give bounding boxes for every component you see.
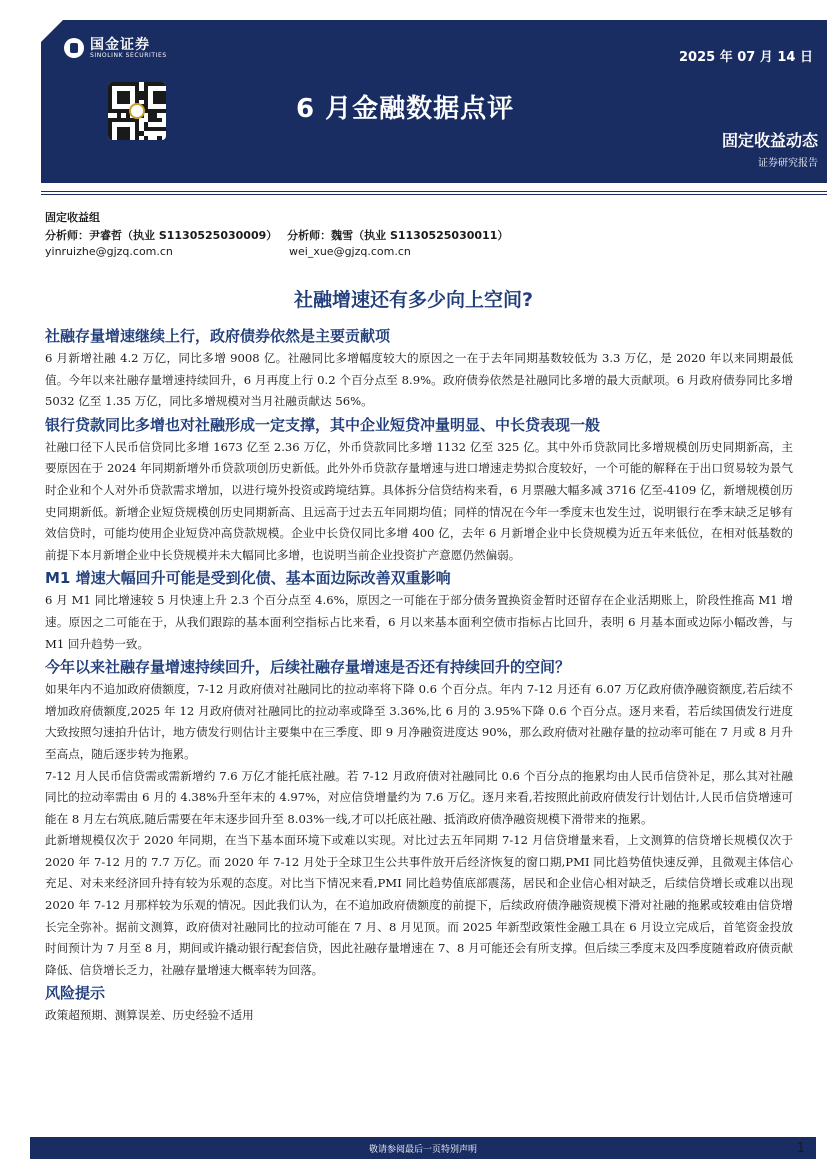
header-divider <box>41 191 827 192</box>
analyst-2-email[interactable]: wei_xue@gjzq.com.cn <box>289 245 411 258</box>
brand-logo-text <box>90 38 167 59</box>
report-title: 6 月金融数据点评 <box>296 94 515 124</box>
section-heading: M1 增速大幅回升可能是受到化债、基本面边际改善双重影响 <box>45 569 451 588</box>
report-type: 固定收益动态 <box>721 131 818 150</box>
report-date: 2025 年 07 月 14 日 <box>679 50 813 65</box>
page-number: 1 <box>796 1141 805 1156</box>
brand-logo-icon <box>64 38 84 58</box>
section-paragraph: 如果年内不追加政府债额度，7-12 月政府债对社融同比的拉动率将下降 0.6 个百分点。年内 7-12 月还有 6.07 万亿政府债净融资额度,若后续不增加政府债额度,2025 年 12 月政府债对社融同比的拉动率或降至 3.36%,比 6 月的 3.95%下降 0.6 个百分点。逐月来看，若后续国债发行进度大致按照匀速拍升估计，地方债发行则估计主要集中在三季度、即 9 月净融资进度达 90%，那么政府债对社融存量的拉动率可能在 7 月或 8 月升至高点，随后逐步转为拖累。 <box>45 682 793 761</box>
report-body <box>45 324 793 1027</box>
analyst-1: 分析师：尹睿哲（执业 S1130525030009） <box>45 229 278 242</box>
banner-corner-decoration <box>41 20 63 42</box>
analyst-line <box>45 227 514 243</box>
brand-name-en: SINOLINK SECURITIES <box>90 51 167 59</box>
analyst-1-email[interactable]: yinruizhe@gjzq.com.cn <box>45 245 173 258</box>
section-paragraph: 社融口径下人民币信贷同比多增 1673 亿至 2.36 万亿，外币贷款同比多增 1132 亿至 325 亿。其中外币贷款同比多增规模创历史同期新高，主要原因在于 2024 年同期新增外币贷款项创历史新低。此外外币贷款存量增速与进口增速走势拟合度较好，一个可能的解释在于出口贸易较为景气时企业和个人对外币贷款需求增加，以进行境外投资或跨境结算。具体拆分信贷结构来看，6 月票融大幅多减 3716 亿至-4109 亿，新增规模创历史同期新低。新增企业短贷规模创历史同期新高、且远高于过去五年同期均值；同样的情况在今年一季度末也发生过，说明银行在季末缺乏足够有效信贷时，可能均使用企业短贷冲高贷款规模。企业中长贷仅同比多增 400 亿，去年 6 月新增企业中长贷规模为近五年来低位，在相对低基数的前提下本月新增企业中长贷规模并未大幅同比多增，也说明当前企业投资扩产意愿仍然偏弱。 <box>45 439 793 562</box>
section-heading: 社融存量增速继续上行，政府债券依然是主要贡献项 <box>45 327 391 345</box>
risk-heading: 风险提示 <box>45 984 106 1003</box>
brand-logo <box>64 38 167 59</box>
main-title: 社融增速还有多少向上空间? <box>293 289 534 311</box>
qr-center-logo-icon <box>129 103 145 119</box>
section-paragraph: 6 月 M1 同比增速较 5 月快速上升 2.3 个百分点至 4.6%，原因之一可能在于部分债务置换资金暂时还留存在企业活期账上，阶段性推高 M1 增速。原因之二可能在于，从我们跟踪的基本面利空指标占比来看，6 月以来基本面利空债市指标占比回升，表明 6 月基本面或边际小幅改善，与 M1 回升趋势一致。 <box>45 593 793 651</box>
section-heading: 银行贷款同比多增也对社融形成一定支撑，其中企业短贷冲量明显、中长贷表现一般 <box>45 415 601 434</box>
footer-bar <box>30 1137 816 1159</box>
analyst-2: 分析师：魏雪（执业 S1130525030011） <box>287 229 509 242</box>
brand-name-cn: 国金证券 <box>90 37 150 53</box>
section-heading: 今年以来社融存量增速持续回升，后续社融存量增速是否还有持续回升的空间？ <box>45 658 571 677</box>
section-paragraph: 此新增规模仅次于 2020 年同期，在当下基本面环境下或难以实现。对比过去五年同期 7-12 月信贷增量来看，上文测算的信贷增长规模仅次于 2020 年 7-12 月的 7.7 万亿。而 2020 年 7-12 月处于全球卫生公共事件放开后经济恢复的窗口期,PMI 同比趋势值快速反弹，且微观主体信心充足、对未来经济回升持有较为乐观的态度。对比当下情况来看,PMI 同比趋势值底部震荡，居民和企业信心相对缺乏，后续信贷增长或难以出现 2020 年 7-12 月那样较为乐观的情况。因此我们认为，在不追加政府债额度的前提下，后续政府债净融资规模下滑对社融的拖累或较难由信贷增长完全弥补。据前文测算，政府债对社融同比的拉动可能在 7 月、8 月见顶。而 2025 年新型政策性金融工具在 6 月设立完成后，首笔资金投放时间预计为 7 月至 8 月，期间或许撬动银行配套信贷，因此社融存量增速在 7、8 月可能还会有所支撑。但后续三季度末及四季度随着政府债贡献降低、信贷增长乏力，社融存量增速大概率转为回落。 <box>45 833 793 977</box>
section-paragraph: 7-12 月人民币信贷需或需新增约 7.6 万亿才能托底社融。若 7-12 月政府债对社融同比 0.6 个百分点的拖累均由人民币信贷补足，那么其对社融同比的拉动率需由 6 月的 4.38%升至年末的 4.97%，对应信贷增量约为 7.6 万亿。逐月来看,若按照此前政府债发行计划估计,人民币信贷增速可能在 8 月左右筑底,随后需要在年末逐步回升至 8.03%一线,才可以托底社融、抵消政府债净融资规模下滑带来的拖累。 <box>45 768 793 826</box>
report-category: 证券研究报告 <box>758 158 818 169</box>
qr-code-icon <box>108 82 166 140</box>
footer-disclaimer[interactable]: 敬请参阅最后一页特别声明 <box>368 1145 477 1155</box>
analyst-group: 固定收益组 <box>45 211 100 224</box>
header-divider-secondary <box>41 194 827 195</box>
section-paragraph: 6 月新增社融 4.2 万亿，同比多增 9008 亿。社融同比多增幅度较大的原因之一在于去年同期基数较低为 3.3 万亿，是 2020 年以来同期最低值。今年以来社融存量增速持续回升，6 月再度上行 0.2 个百分点至 8.9%。政府债券依然是社融同比多增的最大贡献项。6 月政府债券同比多增 5032 亿至 1.35 万亿，同比多增规模对当月社融贡献达 56%。 <box>45 351 793 409</box>
risk-paragraph: 政策超预期、测算误差、历史经验不适用 <box>45 1008 254 1023</box>
